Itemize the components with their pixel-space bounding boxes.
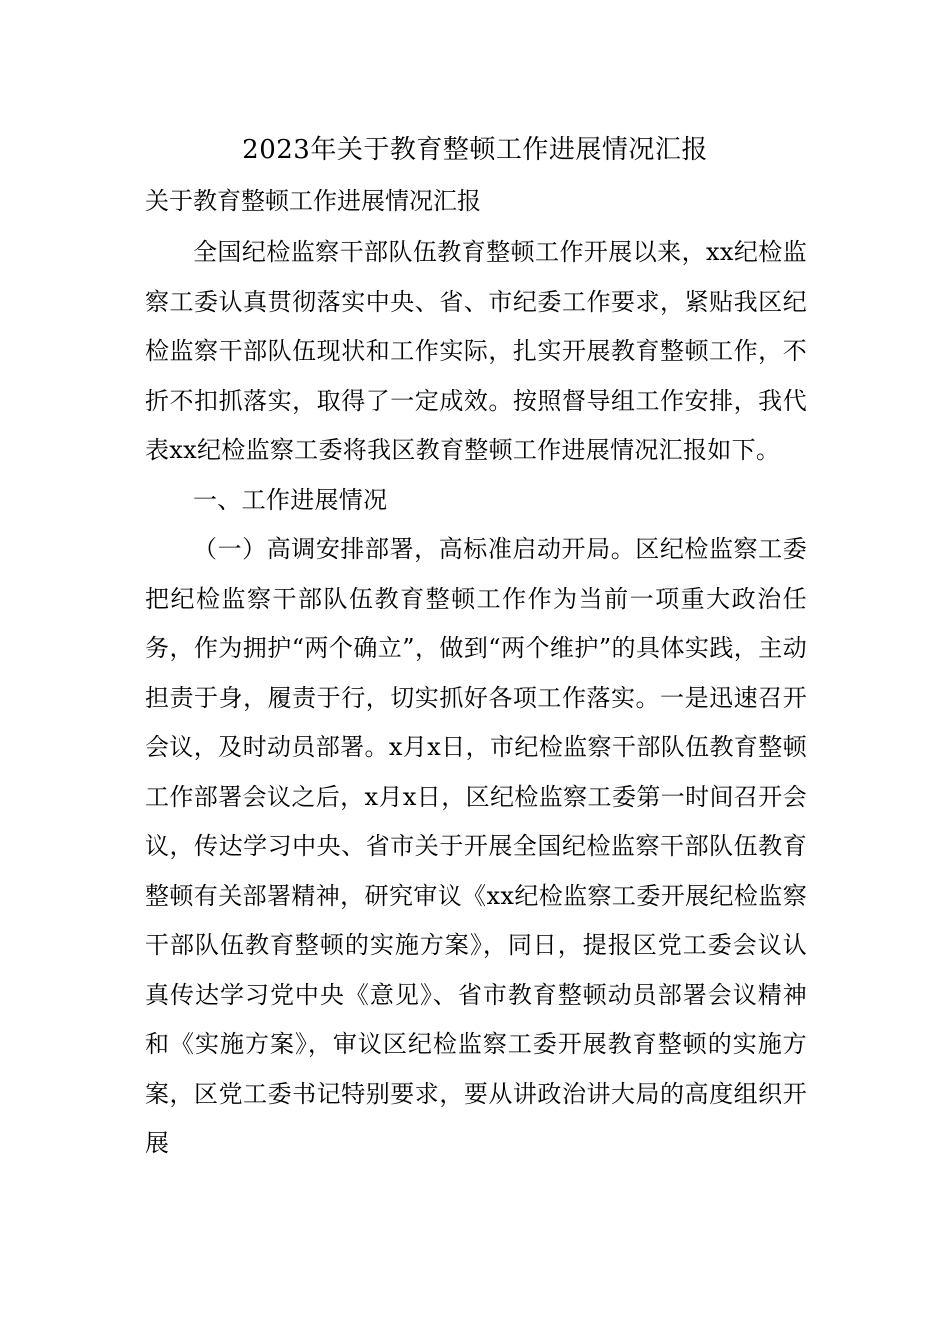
section-heading-progress: 一、工作进展情况 [193, 485, 388, 514]
document-subtitle: 关于教育整顿工作进展情况汇报 [145, 187, 481, 215]
document-title: 2023年关于教育整顿工作进展情况汇报 [242, 135, 708, 165]
document-body [145, 228, 807, 1169]
body-paragraph-intro: 全国纪检监察干部队伍教育整顿工作开展以来，xx纪检监察工委认真贯彻落实中央、省、市纪委工作要求，紧贴我区纪检监察干部队伍现状和工作实际，扎实开展教育整顿工作，不折不扣抓落实，取得了一定成效。按照督导组工作安排，我代表xx纪检监察工委将我区教育整顿工作进展情况汇报如下。 [145, 238, 807, 464]
body-paragraph-deployment: （一）高调安排部署，高标准启动开局。区纪检监察工委把纪检监察干部队伍教育整顿工作作为当前一项重大政治任务，作为拥护“两个确立”，做到“两个维护”的具体实践，主动担责于身，履责于行，切实抓好各项工作落实。一是迅速召开会议，及时动员部署。x月x日，市纪检监察干部队伍教育整顿工作部署会议之后，x月x日，区纪检监察工委第一时间召开会议，传达学习中央、省市关于开展全国纪检监察干部队伍教育整顿有关部署精神，研究审议《xx纪检监察工委开展纪检监察干部队伍教育整顿的实施方案》，同日，提报区党工委会议认真传达学习党中央《意见》、省市教育整顿动员部署会议精神和《实施方案》，审议区纪检监察工委开展教育整顿的实施方案，区党工委书记特别要求，要从讲政治讲大局的高度组织开展 [145, 535, 807, 1157]
